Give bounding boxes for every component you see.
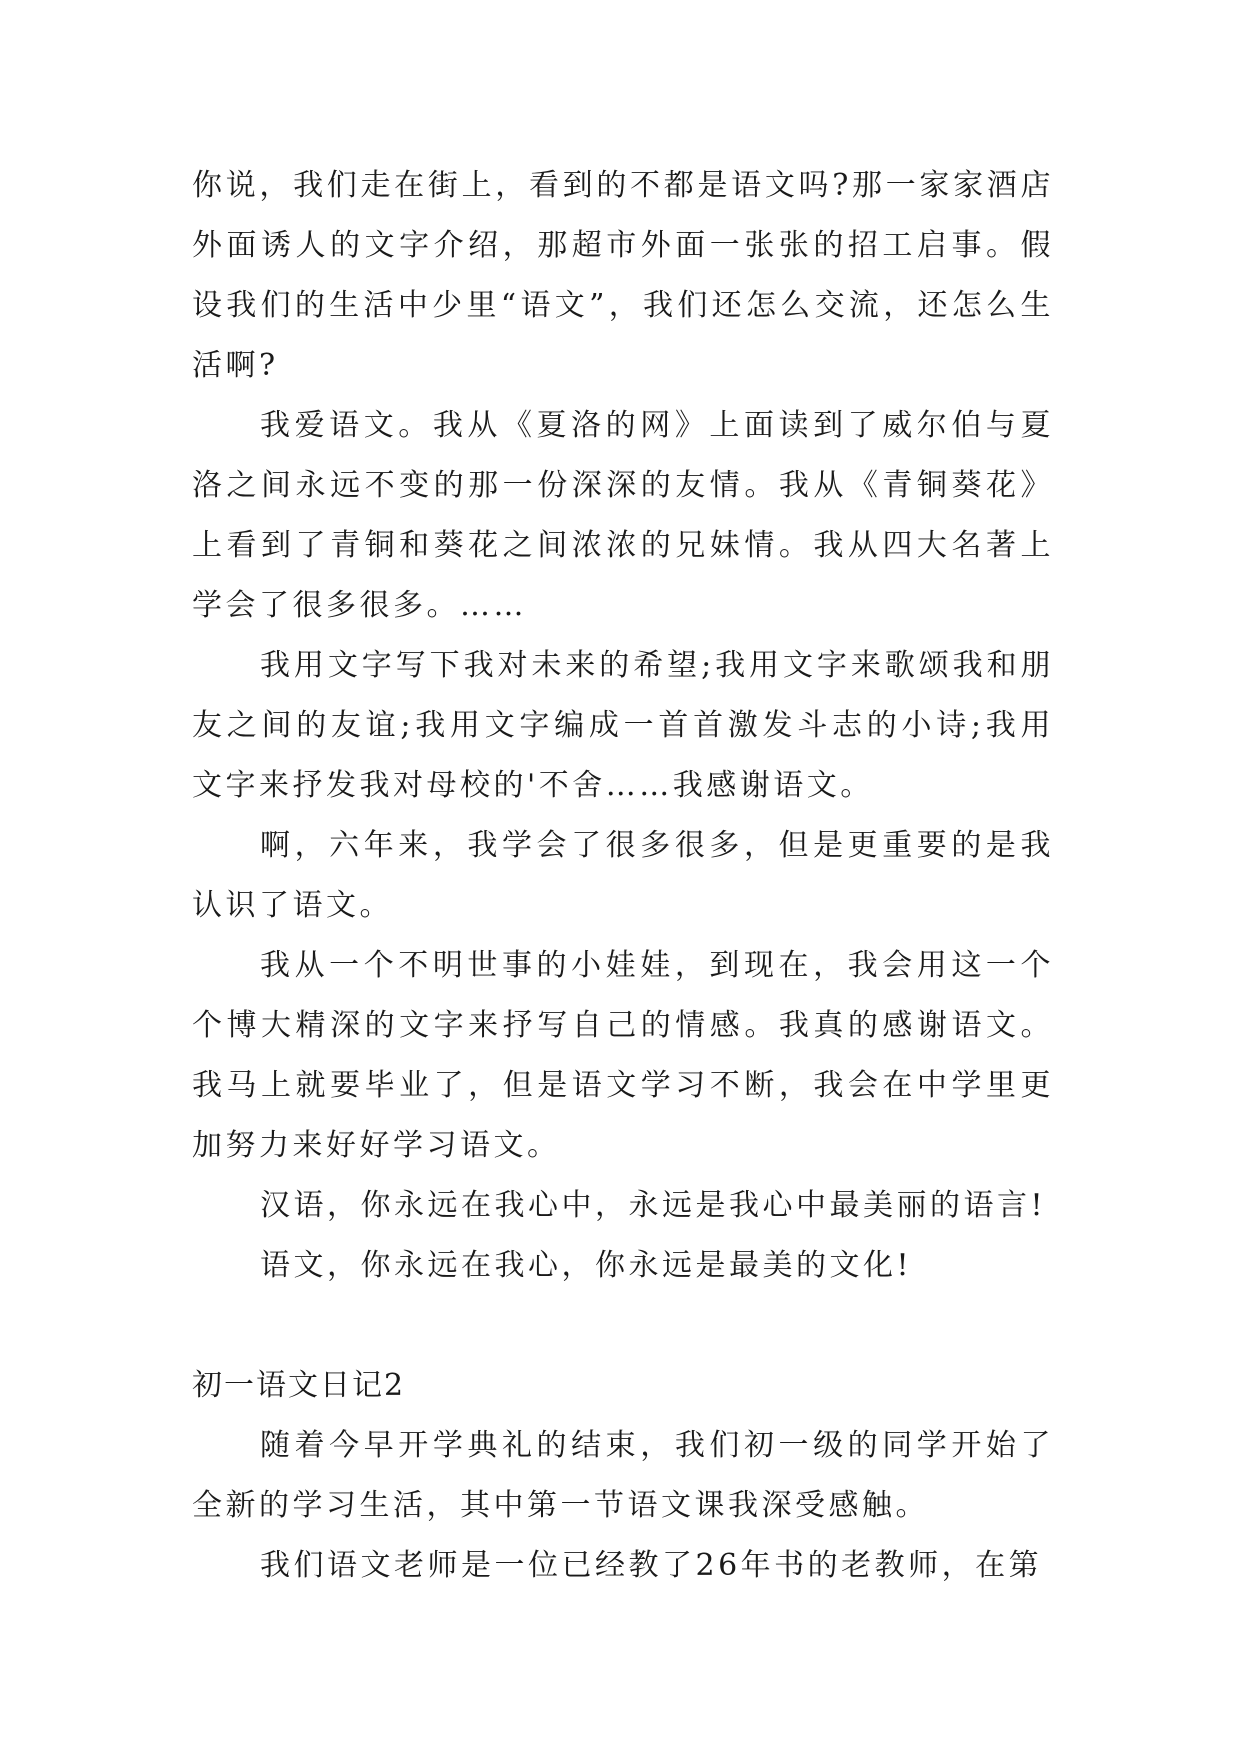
paragraph-opening-ceremony: 随着今早开学典礼的结束，我们初一级的同学开始了全新的学习生活，其中第一节语文课我深受感触。 (192, 1428, 1054, 1523)
document-body (192, 156, 1054, 1596)
paragraph-writing-hopes: 我用文字写下我对未来的希望;我用文字来歌颂我和朋友之间的友谊;我用文字编成一首首激发斗志的小诗;我用文字来抒发我对母校的'不舍……我感谢语文。 (192, 648, 1054, 803)
paragraph-teacher-intro: 我们语文老师是一位已经教了26年书的老教师，在第 (260, 1548, 1043, 1583)
paragraph-chinese-in-heart: 汉语，你永远在我心中，永远是我心中最美丽的语言! (260, 1188, 1047, 1223)
paragraph-six-years: 啊，六年来，我学会了很多很多，但是更重要的是我认识了语文。 (192, 828, 1054, 923)
section-title: 初一语文日记2 (192, 1368, 406, 1403)
paragraph-love-chinese: 我爱语文。我从《夏洛的网》上面读到了威尔伯与夏洛之间永远不变的那一份深深的友情。我从《青铜葵花》上看到了青铜和葵花之间浓浓的兄妹情。我从四大名著上学会了很多很多。…… (192, 408, 1054, 623)
paragraph-street-language: 你说，我们走在街上，看到的不都是语文吗?那一家家酒店外面诱人的文字介绍，那超市外面一张张的招工启事。假设我们的生活中少里“语文”，我们还怎么交流，还怎么生活啊? (192, 168, 1054, 383)
paragraph-most-beautiful-culture: 语文，你永远在我心，你永远是最美的文化! (260, 1248, 913, 1283)
paragraph-growing-up: 我从一个不明世事的小娃娃，到现在，我会用这一个个博大精深的文字来抒写自己的情感。我真的感谢语文。我马上就要毕业了，但是语文学习不断，我会在中学里更加努力来好好学习语文。 (192, 948, 1054, 1163)
